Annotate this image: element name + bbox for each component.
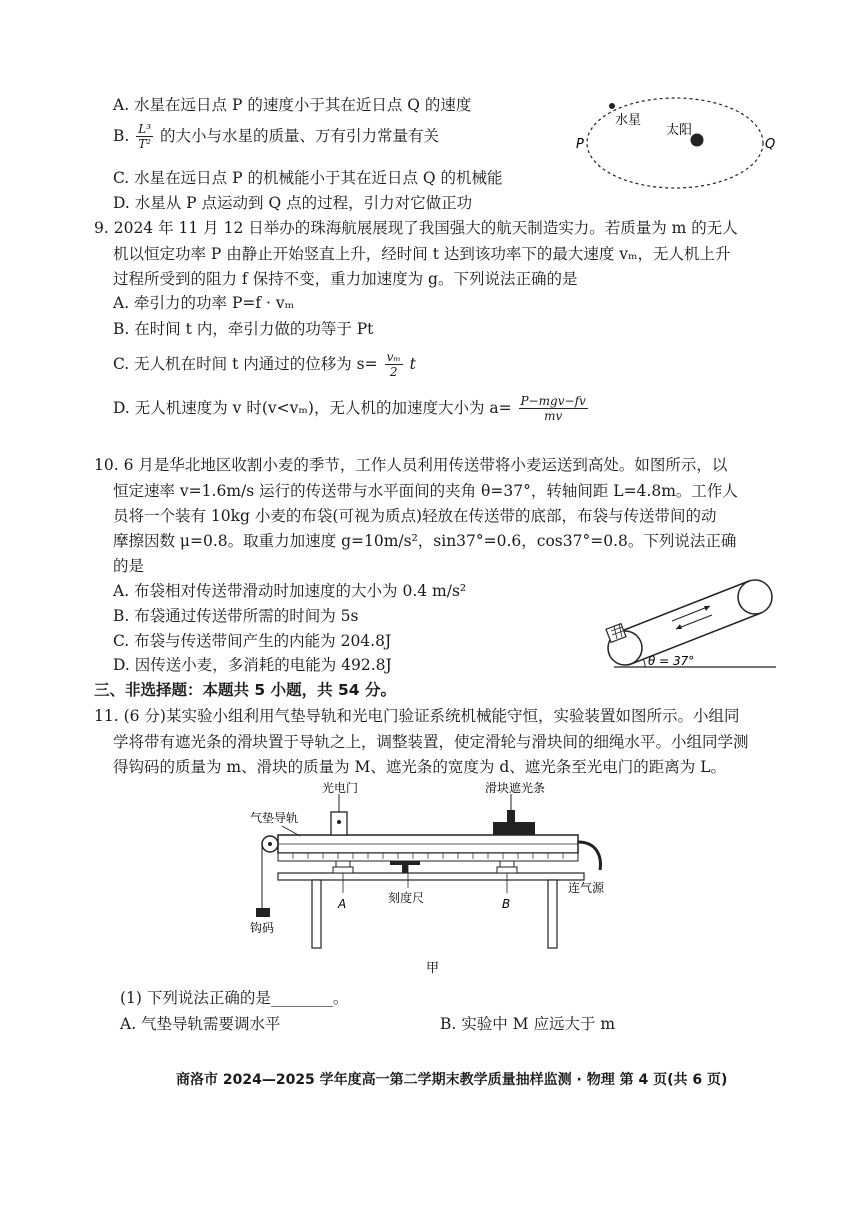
q10-stem-line3: 员将一个装有 10kg 小麦的布袋(可视为质点)轻放在传送带的底部，布袋与传送带间的动 (113, 507, 717, 525)
point-b-label: B (502, 897, 511, 911)
hook-weight (256, 908, 270, 917)
angle-label: θ = 37° (648, 654, 695, 668)
q10-stem-line5: 的是 (113, 557, 145, 575)
q10-stem-line2: 恒定速率 v=1.6m/s 运行的传送带与水平面间的夹角 θ=37°，转轴间距 L=4.8m。工作人 (113, 482, 738, 500)
conveyor-diagram (600, 575, 780, 675)
section-title: 三、非选择题：本题共 5 小题，共 54 分。 (94, 681, 396, 699)
q9-option-d-denominator: mv (544, 409, 563, 424)
q9-option-c-numerator: vₘ (386, 350, 401, 364)
q9-option-a: A. 牵引力的功率 P=f · vₘ (113, 294, 295, 312)
q11-sub1-option-b: B. 实验中 M 应远大于 m (440, 1015, 616, 1033)
q9-stem-line3: 过程所受到的阻力 f 保持不变，重力加速度为 g。下列说法正确的是 (113, 270, 578, 288)
slider-block (493, 822, 535, 835)
q8-option-b-prefix: B. (113, 126, 130, 145)
q8-option-b (113, 122, 439, 152)
belt-top (619, 581, 749, 632)
track-label: 气垫导轨 (250, 811, 299, 825)
orbit-ellipse (587, 98, 763, 188)
angle-arc (643, 659, 645, 667)
q9-option-d-fraction (519, 394, 588, 424)
air-track-diagram (230, 780, 630, 980)
point-a-label: A (338, 897, 347, 911)
q11-stem-line1: 11. (6 分)某实验小组利用气垫导轨和光电门验证系统机械能守恒，实验装置如图所示。小组同 (94, 707, 740, 725)
q9-option-d-numerator: P−mgv−fv (520, 394, 586, 408)
q8-option-b-rest: 的大小与水星的质量、万有引力常量有关 (160, 126, 440, 145)
q8-option-b-numerator: L³ (136, 122, 153, 137)
q9-option-c (113, 350, 416, 380)
q9-option-d-prefix: D. 无人机速度为 v 时(v<vₘ)，无人机的加速度大小为 a= (113, 398, 512, 417)
page-footer: 商洛市 2024—2025 学年度高一第二学期末教学质量抽样监测 · 物理 第 4 页(共 6 页) (176, 1072, 728, 1088)
photogate-label: 光电门 (322, 781, 359, 795)
sun-label: 太阳 (666, 123, 693, 138)
foot-b (500, 861, 514, 867)
q9-option-b: B. 在时间 t 内，牵引力做的功等于 Pt (113, 320, 374, 338)
q9-option-c-suffix: t (409, 354, 416, 373)
bag-icon (606, 624, 626, 643)
point-q-label: Q (765, 137, 776, 152)
q11-stem-line3: 得钩码的质量为 m、滑块的质量为 M、遮光条的宽度为 d、遮光条至光电门的距离为 L。 (113, 758, 726, 776)
q11-sub1-option-a: A. 气垫导轨需要调水平 (120, 1015, 281, 1033)
q9-stem-line1: 9. 2024 年 11 月 12 日举办的珠海航展展现了我国强大的航天制造实力。若质量为 m 的无人 (94, 219, 738, 237)
slider-label: 滑块遮光条 (485, 781, 546, 795)
q10-stem-line4: 摩擦因数 μ=0.8。取重力加速度 g=10m/s²，sin37°=0.6，cos37°=0.8。下列说法正确 (113, 532, 737, 550)
q9-option-c-prefix: C. 无人机在时间 t 内通过的位移为 s= (113, 354, 378, 373)
ruler-label: 刻度尺 (388, 891, 425, 905)
q9-option-d (113, 394, 590, 424)
q10-stem-line1: 10. 6 月是华北地区收割小麦的季节，工作人员利用传送带将小麦运送到高处。如图所示，以 (94, 456, 728, 474)
light-shield-strip (507, 810, 515, 822)
q8-option-b-denominator: T² (138, 137, 152, 152)
sun-dot (691, 134, 704, 147)
table-leg-left (312, 880, 321, 948)
q8-option-c: C. 水星在远日点 P 的机械能小于其在近日点 Q 的机械能 (113, 169, 503, 187)
q10-option-d: D. 因传送小麦，多消耗的电能为 492.8J (113, 656, 392, 674)
mercury-dot (609, 103, 615, 109)
q10-option-a: A. 布袋相对传送带滑动时加速度的大小为 0.4 m/s² (113, 582, 467, 600)
weight-label: 钩码 (250, 921, 275, 935)
q9-stem-line2: 机以恒定功率 P 由静止开始竖直上升，经时间 t 达到该功率下的最大速度 vₘ，无人机上升 (113, 245, 731, 263)
q11-sub1: (1) 下列说法正确的是________。 (120, 989, 349, 1007)
q9-option-c-fraction (385, 350, 403, 380)
q10-option-c: C. 布袋与传送带间产生的内能为 204.8J (113, 632, 392, 650)
foot-a (336, 861, 350, 867)
air-hose (578, 842, 600, 870)
point-p-label: P (576, 137, 584, 152)
figure-caption: 甲 (426, 961, 440, 976)
orbit-diagram (570, 88, 780, 198)
q11-stem-line2: 学将带有遮光条的滑块置于导轨之上，调整装置，使定滑轮与滑块间的细绳水平。小组同学测 (113, 733, 749, 751)
q8-option-d: D. 水星从 P 点运动到 Q 点的过程，引力对它做正功 (113, 194, 473, 212)
q10-option-b: B. 布袋通过传送带所需的时间为 5s (113, 607, 359, 625)
q9-option-c-denominator: 2 (389, 365, 398, 380)
air-source-label: 连气源 (568, 881, 605, 895)
table-leg-right (548, 880, 557, 948)
q8-option-b-fraction (136, 122, 153, 152)
mercury-label: 水星 (615, 113, 642, 128)
q8-option-a: A. 水星在远日点 P 的速度小于其在近日点 Q 的速度 (113, 96, 472, 114)
middle-support (390, 861, 420, 865)
table-top (278, 873, 584, 880)
upper-pulley (738, 580, 772, 614)
